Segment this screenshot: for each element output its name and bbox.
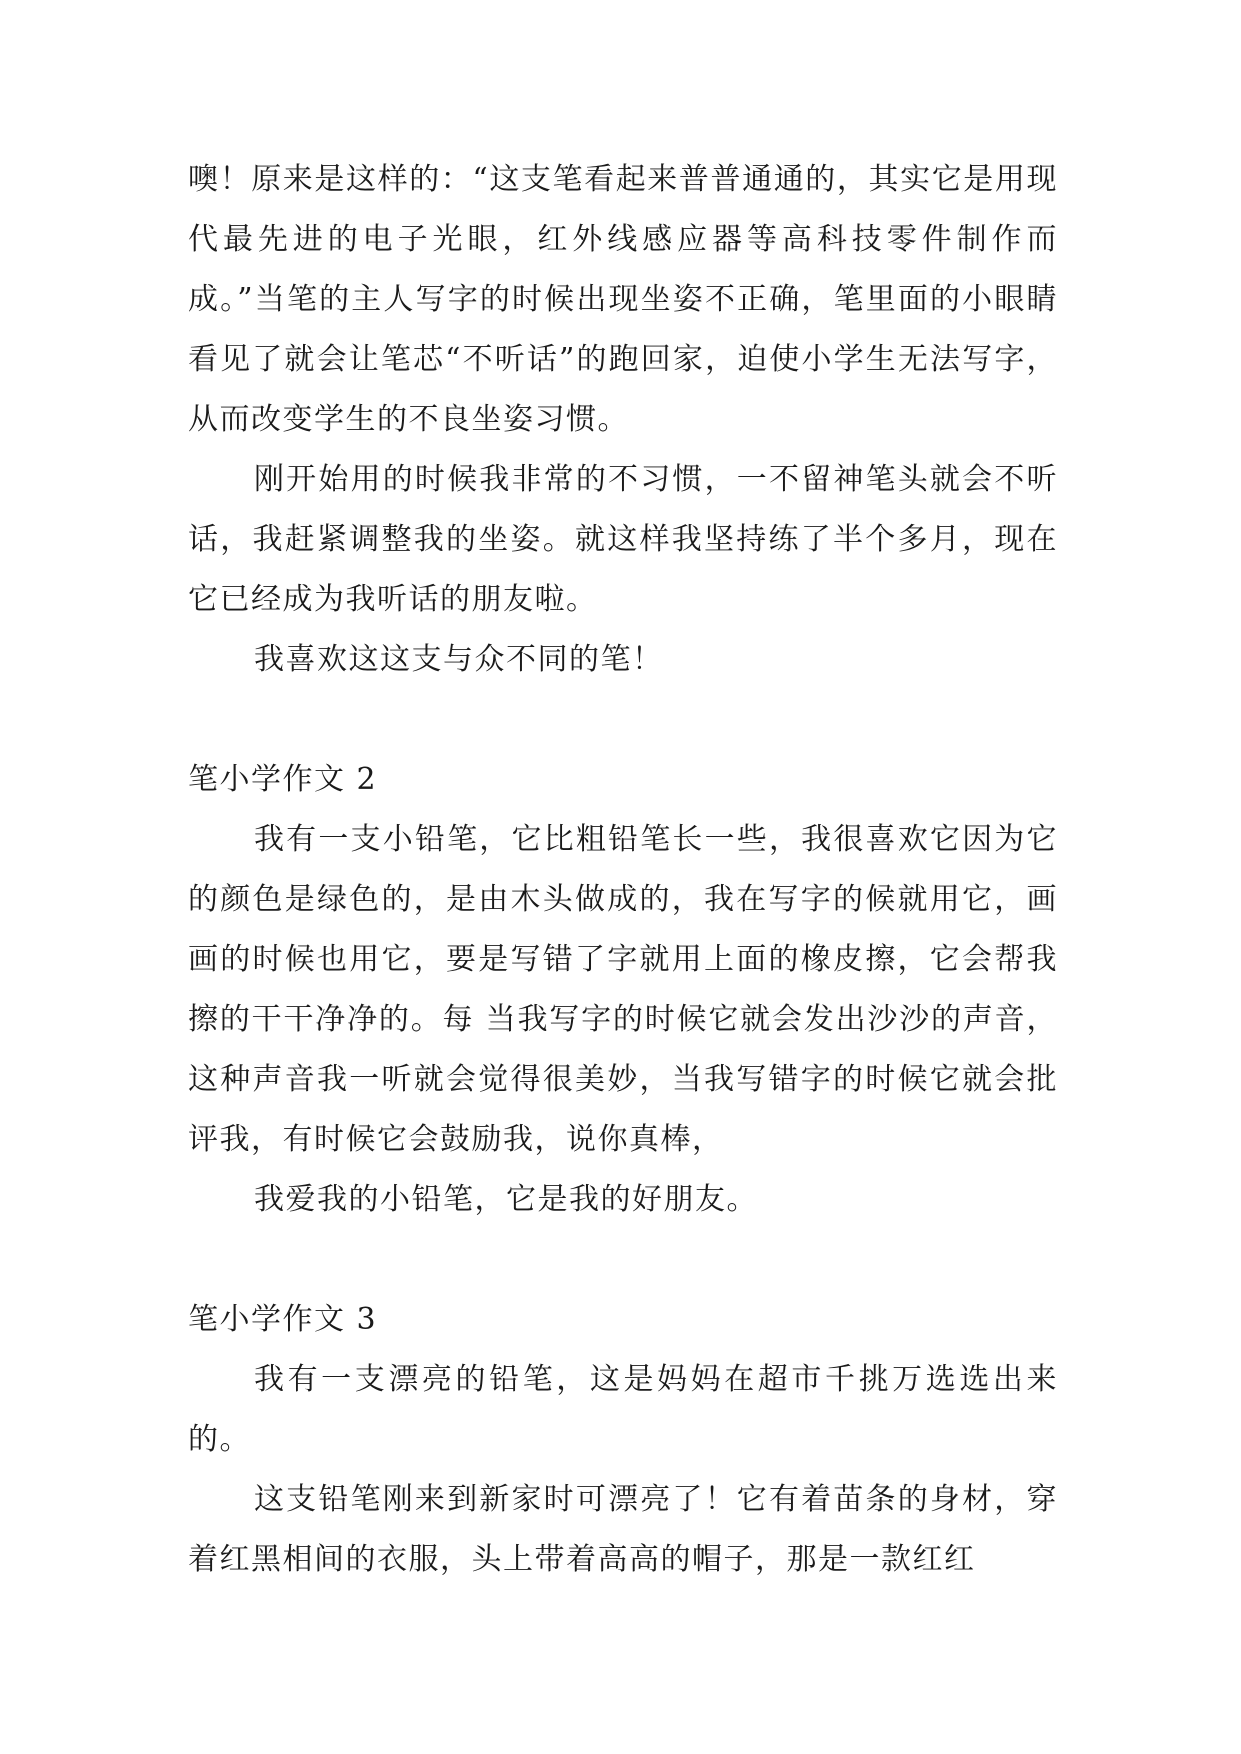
section-2-title: 笔小学作文 2 — [188, 762, 378, 797]
paragraph-1: 噢！原来是这样的：“这支笔看起来普普通通的，其实它是用现代最先进的电子光眼，红外线感应器等高科技零件制作而成。”当笔的主人写字的时候出现坐姿不正确，笔里面的小眼睛看见了就会让笔芯“不听话”的跑回家，迫使小学生无法写字，从而改变学生的不良坐姿习惯。 — [188, 162, 1058, 437]
section-3-paragraph-2: 这支铅笔刚来到新家时可漂亮了！它有着苗条的身材，穿着红黑相间的衣服，头上带着高高的帽子，那是一款红红 — [188, 1482, 1058, 1577]
paragraph-2: 刚开始用的时候我非常的不习惯，一不留神笔头就会不听话，我赶紧调整我的坐姿。就这样我坚持练了半个多月，现在它已经成为我听话的朋友啦。 — [188, 462, 1058, 617]
document-page — [188, 150, 1058, 1590]
section-3-title: 笔小学作文 3 — [188, 1302, 378, 1337]
section-3-paragraph-1: 我有一支漂亮的铅笔，这是妈妈在超市千挑万选选出来的。 — [188, 1362, 1058, 1457]
section-2-paragraph-1: 我有一支小铅笔，它比粗铅笔长一些，我很喜欢它因为它的颜色是绿色的，是由木头做成的，我在写字的候就用它，画画的时候也用它，要是写错了字就用上面的橡皮擦，它会帮我擦的干干净净的。每 当我写字的时候它就会发出沙沙的声音，这种声音我一听就会觉得很美妙，当我写错字的时候它就会批评我，有时候它会鼓励我，说你真棒， — [188, 822, 1058, 1157]
section-2-paragraph-2: 我爱我的小铅笔，它是我的好朋友。 — [254, 1182, 758, 1217]
paragraph-3: 我喜欢这这支与众不同的笔！ — [254, 642, 664, 677]
